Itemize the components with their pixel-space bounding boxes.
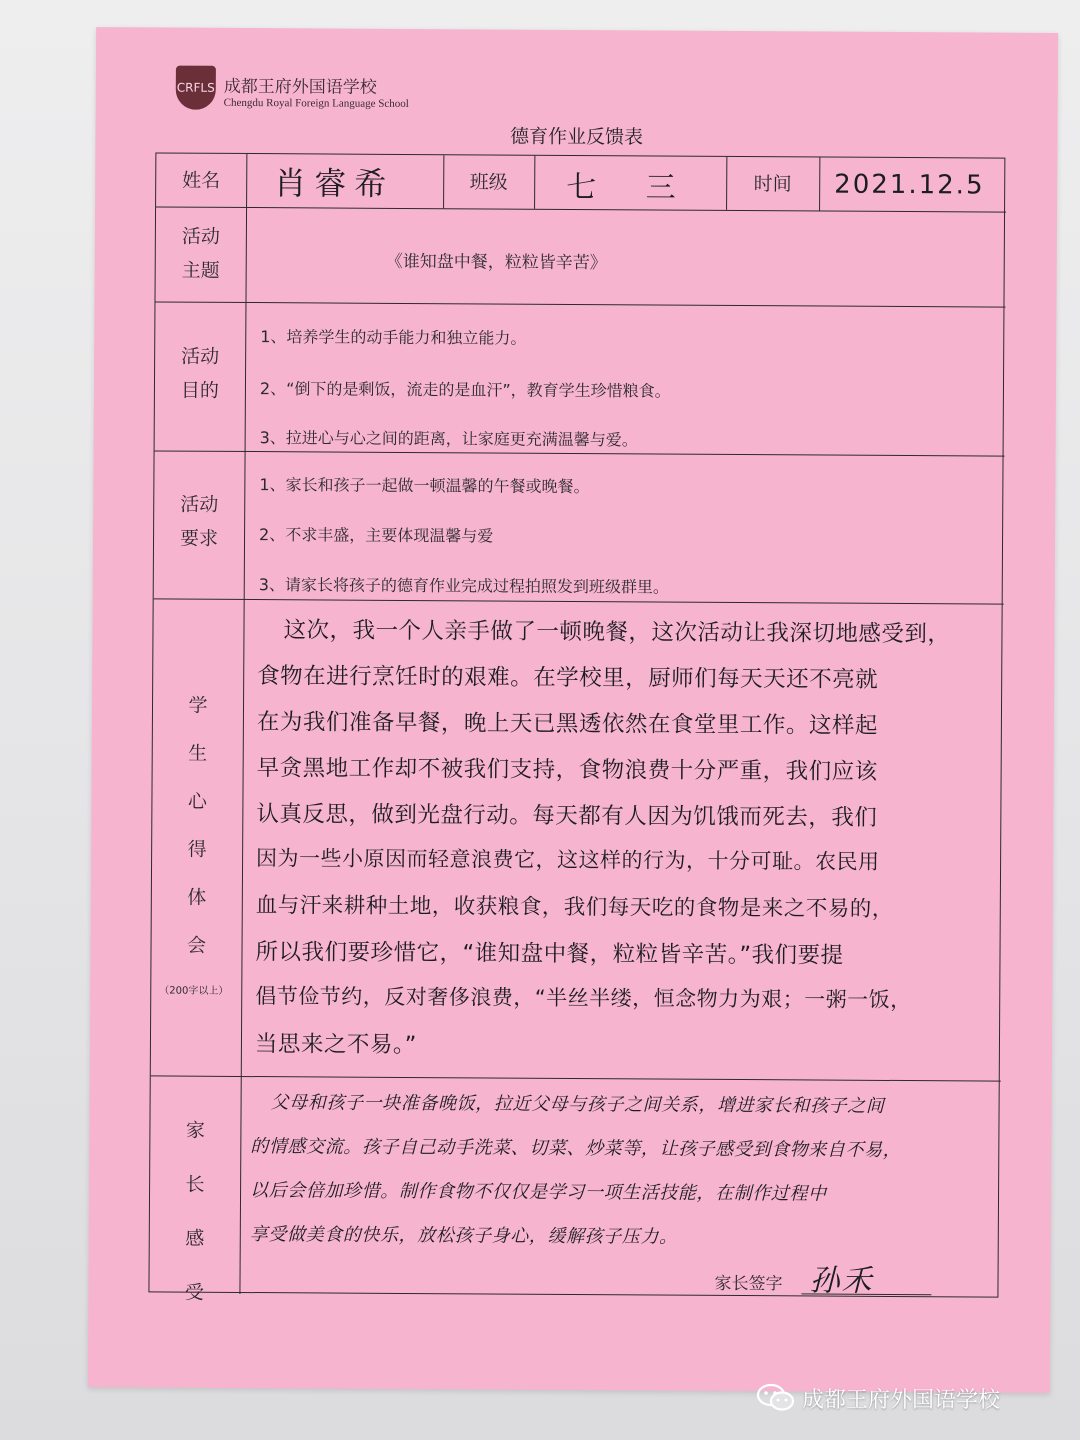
parent-feedback-line: 享受做美食的快乐，放松孩子身心，缓解孩子压力。 — [249, 1224, 678, 1248]
label-column-divider — [239, 154, 247, 1294]
reflection-label — [181, 682, 213, 970]
theme-label — [156, 219, 246, 288]
time-value: 2021.12.5 — [834, 169, 985, 201]
purpose-label-line1: 活动 — [181, 345, 220, 368]
reflection-line: 这次，我一个人亲手做了一顿晚餐，这次活动让我深切地感受到， — [283, 617, 951, 648]
row-divider — [151, 1075, 1001, 1081]
purpose-item-2: 2、“倒下的是剩饭，流走的是血汗”，教育学生珍惜粮食。 — [259, 379, 671, 401]
reflection-label-char: 学 — [188, 694, 208, 717]
feedback-form-sheet — [88, 27, 1058, 1393]
reflection-line: 所以我们要珍惜它，“谁知盘中餐，粒粒皆辛苦。”我们要提 — [255, 939, 844, 969]
purpose-item-1: 1、培养学生的动手能力和独立能力。 — [260, 327, 527, 348]
reflection-line: 血与汗来耕种土地，收获粮食，我们每天吃的食物是来之不易的， — [255, 893, 894, 922]
row-divider — [156, 206, 1006, 212]
requirement-item-1: 1、家长和孩子一起做一顿温馨的午餐或晚餐。 — [259, 475, 590, 497]
requirement-item-2: 2、不求丰盛，主要体现温馨与爱 — [259, 525, 494, 546]
parent-label-char: 家 — [185, 1119, 205, 1142]
purpose-label — [155, 339, 245, 408]
watermark-text: 成都王府外国语学校 — [802, 1387, 1001, 1413]
parent-signature: 孙禾 — [809, 1263, 874, 1299]
theme-label-line1: 活动 — [181, 225, 220, 248]
reflection-line: 倡节俭节约，反对奢侈浪费，“半丝半缕，恒念物力为艰；一粥一饭， — [255, 984, 912, 1013]
form-table — [148, 152, 1005, 1304]
form-title: 德育作业反馈表 — [509, 125, 644, 149]
parent-feedback-line: 父母和孩子一块准备晚饭，拉近父母与孩子之间关系，增进家长和孩子之间 — [270, 1092, 885, 1117]
class-value: 七 三 — [566, 169, 696, 206]
requirement-label-line2: 要求 — [179, 527, 219, 550]
row-divider — [155, 301, 1005, 307]
parent-feedback-line: 以后会倍加珍惜。制作食物不仅仅是学习一项生活技能，在制作过程中 — [249, 1180, 827, 1205]
header-divider — [534, 156, 535, 209]
parent-label-char: 长 — [185, 1173, 205, 1196]
purpose-item-3: 3、拉进心与心之间的距离，让家庭更充满温馨与爱。 — [259, 428, 638, 450]
parent-label-char: 感 — [185, 1227, 205, 1250]
parent-feedback-line: 的情感交流。孩子自己动手洗菜、切菜、炒菜等，让孩子感受到食物来自不易， — [250, 1136, 902, 1162]
parent-feelings-label — [179, 1104, 210, 1320]
school-crest-icon: CRFLS — [176, 66, 216, 110]
row-divider — [155, 450, 1005, 456]
school-name-cn: 成都王府外国语学校 — [223, 76, 377, 98]
row-divider — [154, 598, 1004, 604]
class-label: 班级 — [469, 171, 508, 194]
requirement-label — [154, 487, 244, 556]
reflection-label-char: 体 — [187, 886, 207, 909]
reflection-length-note: （200字以上） — [159, 985, 229, 997]
requirement-item-3: 3、请家长将孩子的德育作业完成过程拍照发到班级群里。 — [258, 575, 669, 597]
reflection-label-char: 生 — [188, 742, 208, 765]
reflection-label-char: 得 — [187, 838, 207, 861]
parent-label-char: 受 — [184, 1281, 205, 1304]
reflection-line: 当思来之不易。” — [254, 1031, 417, 1059]
time-label: 时间 — [753, 173, 792, 196]
signature-label: 家长签字 — [714, 1273, 783, 1295]
theme-label-line2: 主题 — [181, 259, 220, 282]
reflection-line: 认真反思，做到光盘行动。每天都有人因为饥饿而死去，我们 — [256, 801, 878, 831]
theme-value: 《谁知盘中餐，粒粒皆辛苦》 — [385, 251, 607, 274]
reflection-line: 在为我们准备早餐，晚上天已黑透依然在食堂里工作。这样起 — [256, 709, 879, 739]
header-divider — [819, 157, 820, 210]
watermark — [756, 1378, 1066, 1418]
reflection-line: 食物在进行烹饪时的艰难。在学校里，厨师们每天天还不亮就 — [257, 663, 879, 693]
reflection-label-char: 心 — [187, 790, 207, 813]
school-logo — [176, 66, 476, 128]
reflection-line: 因为一些小原因而轻意浪费它，这这样的行为，十分可耻。农民用 — [256, 846, 880, 874]
wechat-icon — [756, 1383, 796, 1413]
name-label: 姓名 — [182, 169, 221, 192]
purpose-label-line2: 目的 — [180, 379, 220, 402]
school-name-en: Chengdu Royal Foreign Language School — [223, 96, 409, 110]
requirement-label-line1: 活动 — [180, 493, 219, 516]
reflection-line: 早贪黑地工作却不被我们支持，食物浪费十分严重，我们应该 — [256, 755, 878, 785]
name-value: 肖睿希 — [274, 164, 395, 203]
reflection-label-char: 会 — [186, 934, 207, 957]
